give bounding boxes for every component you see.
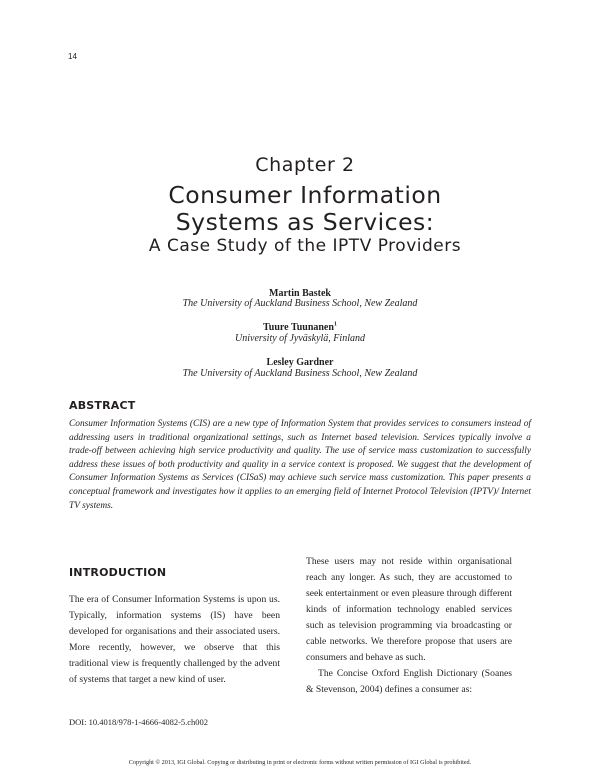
introduction-paragraph: The Concise Oxford English Dictionary (Soanes & Stevenson, 2004) defines a consumer as: xyxy=(306,668,512,695)
author-name: Martin Bastek xyxy=(269,288,331,299)
introduction-right-column xyxy=(306,554,512,698)
author-footnote-marker: 1 xyxy=(333,321,337,328)
copyright-footer: Copyright © 2013, IGI Global. Copying or distributing in print or electronic forms without written permission of IGI Global is prohibited. xyxy=(128,759,472,766)
chapter-label: Chapter 2 xyxy=(255,154,355,176)
introduction-paragraph: These users may not reside within organisational reach any longer. As such, they are accustomed to seek entertainment or even pleasure through different kinds of information technology enabled services such as television programming via broadcasting or cable networks. We therefore propose that users are consumers and behave as such. xyxy=(306,556,512,663)
chapter-title-line-1: Consumer Information xyxy=(168,181,442,209)
introduction-heading: INTRODUCTION xyxy=(69,566,167,579)
author-name-text: Tuure Tuunanen xyxy=(263,322,334,333)
doi-line: DOI: 10.4018/978-1-4666-4082-5.ch002 xyxy=(69,717,209,727)
introduction-left-column: The era of Consumer Information Systems is upon us. Typically, information systems (IS) have been developed for organisations and their associated users. More recently, however, we observe that this traditional view is frequently challenged by the advent of systems that target a new kind of user. xyxy=(69,594,280,685)
abstract-text: Consumer Information Systems (CIS) are a new type of Information System that provides services to consumers instead of addressing users in traditional organizational settings, such as Internet based television. Services typically involve a trade-off between achieving high service productivity and quality. The use of service mass customization to successfully address these issues of both productivity and quality in a service context is proposed. We suggest that the development of Consumer Information Systems as Services (CISaS) may achieve such service mass customization. This paper presents a conceptual framework and investigates how it applies to an emerging field of Internet Protocol Television (IPTV)/ Internet TV systems. xyxy=(69,419,531,511)
author-name: Lesley Gardner xyxy=(266,357,334,368)
abstract-heading: ABSTRACT xyxy=(69,399,136,412)
author-affiliation: The University of Auckland Business School, New Zealand xyxy=(182,368,418,379)
page-number: 14 xyxy=(68,52,77,61)
chapter-subtitle: A Case Study of the IPTV Providers xyxy=(148,236,462,256)
author-affiliation: University of Jyväskylä, Finland xyxy=(235,333,365,344)
chapter-title-line-2: Systems as Services: xyxy=(175,208,435,236)
author-name xyxy=(0,322,600,333)
author-affiliation: The University of Auckland Business School, New Zealand xyxy=(182,298,418,309)
